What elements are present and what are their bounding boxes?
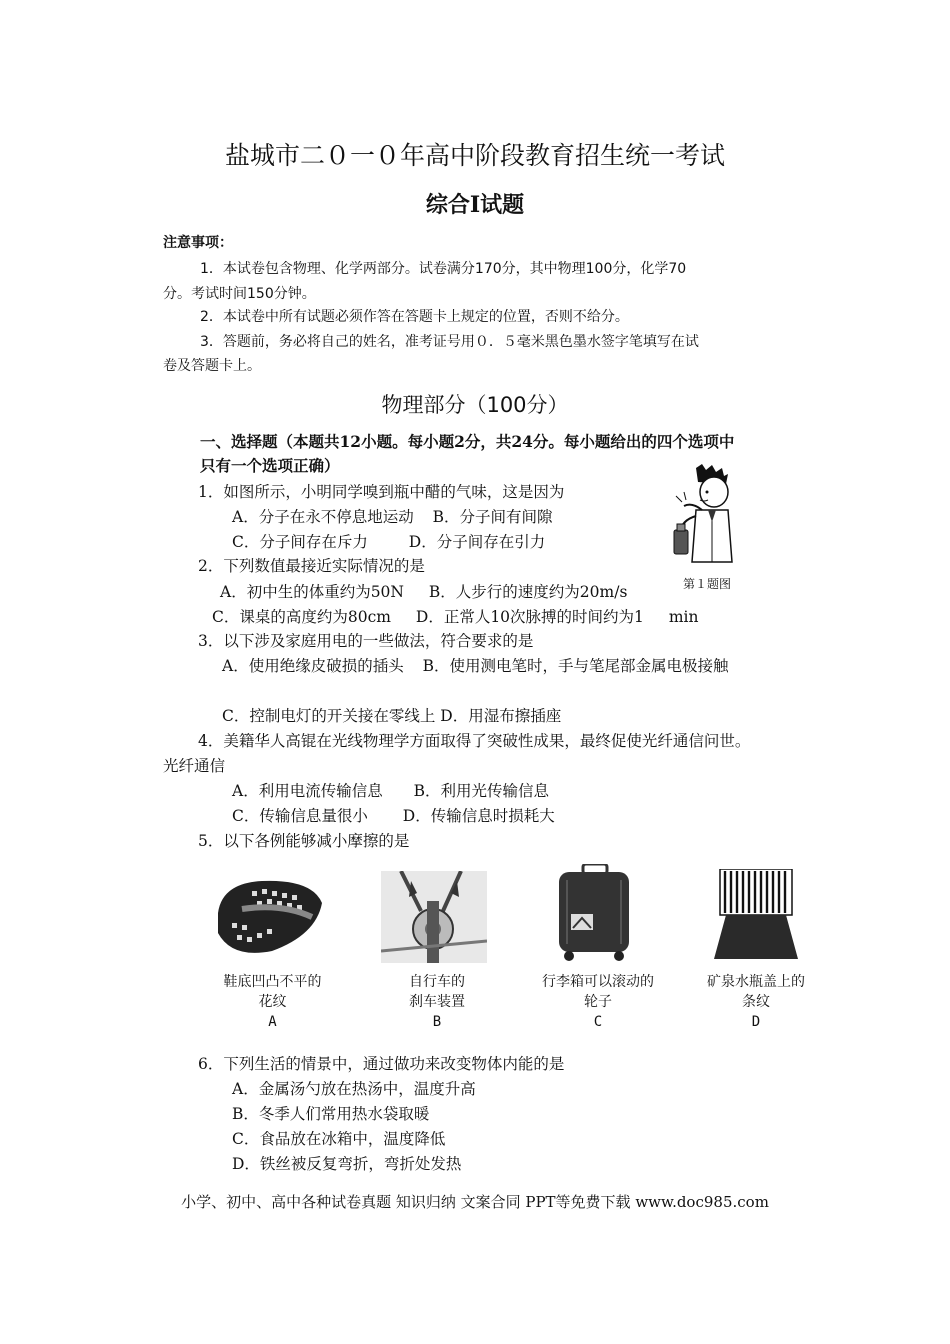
q1-options-cd: C．分子间存在斥力 D．分子间存在引力 <box>232 533 546 551</box>
q4-options-cd: C．传输信息量很小 D．传输信息时损耗大 <box>232 807 555 825</box>
q5-caption-a <box>200 972 345 1032</box>
q3-stem: 3．以下涉及家庭用电的一些做法，符合要求的是 <box>198 632 534 650</box>
q6-option-a: A．金属汤勺放在热汤中，温度升高 <box>232 1080 476 1098</box>
q5-caption-b-line1: 自行车的 <box>409 974 465 990</box>
section1-instructions-2: 只有一个选项正确） <box>200 456 340 475</box>
q3-options-ab: A．使用绝缘皮破损的插头 B．使用测电笔时，手与笔尾部金属电极接触 <box>222 657 729 675</box>
q1-figure-caption: 第１题图 <box>683 577 732 591</box>
q5-caption-d-letter: D <box>751 1014 761 1030</box>
notice-line-1b: 分。考试时间150分钟。 <box>163 286 316 302</box>
section1-instructions-1: 一、选择题（本题共12小题。每小题2分，共24分。每小题给出的四个选项中 <box>200 432 735 451</box>
rolling-suitcase-image <box>553 864 635 964</box>
q5-caption-a-line2: 花纹 <box>258 994 287 1010</box>
physics-heading: 物理部分（100分） <box>381 393 569 417</box>
bottle-cap-image <box>712 869 800 959</box>
q4-stem: 4．美籍华人高锟在光线物理学方面取得了突破性成果，最终促使光纤通信问世。 <box>198 732 751 750</box>
notice-heading: 注意事项： <box>163 235 233 251</box>
q5-caption-c-line2: 轮子 <box>584 994 612 1010</box>
q4-options-ab: A．利用电流传输信息 B．利用光传输信息 <box>232 782 550 800</box>
q5-stem: 5．以下各例能够减小摩擦的是 <box>198 832 410 850</box>
bicycle-brake-image <box>381 871 487 963</box>
q2-options-cd: C．课桌的高度约为80cm D．正常人10次脉搏的时间约为1 min <box>212 608 699 626</box>
q5-caption-d <box>690 972 822 1032</box>
q5-caption-b-line2: 刹车装置 <box>409 994 465 1010</box>
q5-caption-a-letter: A <box>268 1014 277 1030</box>
q6-option-c: C．食品放在冰箱中，温度降低 <box>232 1130 446 1148</box>
q3-options-cd: C．控制电灯的开关接在零线上 D．用湿布擦插座 <box>222 707 562 725</box>
exam-subtitle: 综合Ⅰ试题 <box>425 192 525 218</box>
q5-caption-c <box>522 972 674 1032</box>
q6-option-d: D．铁丝被反复弯折，弯折处发热 <box>232 1155 462 1173</box>
notice-line-2: 2．本试卷中所有试题必须作答在答题卡上规定的位置，否则不给分。 <box>200 309 629 325</box>
q5-caption-a-line1: 鞋底凹凸不平的 <box>223 974 322 990</box>
q6-stem: 6．下列生活的情景中，通过做功来改变物体内能的是 <box>198 1055 565 1073</box>
q1-stem: 1．如图所示，小明同学嗅到瓶中醋的气味，这是因为 <box>198 483 565 501</box>
exam-title: 盐城市二０一０年高中阶段教育招生统一考试 <box>224 141 725 170</box>
q1-options-ab: A．分子在永不停息地运动 B．分子间有间隙 <box>232 508 553 526</box>
q2-stem: 2．下列数值最接近实际情况的是 <box>198 557 425 575</box>
q2-options-ab: A．初中生的体重约为50N B．人步行的速度约为20m/s <box>220 583 628 601</box>
footer-text: 小学、初中、高中各种试卷真题 知识归纳 文案合同 PPT等免费下载 www.doc985.com <box>181 1193 769 1211</box>
notice-line-1a: 1．本试卷包含物理、化学两部分。试卷满分170分，其中物理100分，化学70 <box>200 261 687 277</box>
notice-line-3b: 卷及答题卡上。 <box>163 358 261 374</box>
q5-caption-d-line1: 矿泉水瓶盖上的 <box>707 974 805 990</box>
q5-caption-b <box>372 972 502 1032</box>
q5-caption-d-line2: 条纹 <box>742 994 770 1010</box>
q6-option-b: B．冬季人们常用热水袋取暖 <box>232 1105 430 1123</box>
q5-caption-c-letter: C <box>593 1014 603 1030</box>
vinegar-sniff-figure <box>662 462 748 570</box>
q5-caption-c-line1: 行李箱可以滚动的 <box>542 974 654 990</box>
sandal-sole-image <box>212 873 328 961</box>
notice-line-3a: 3．答题前，务必将自己的姓名，准考证号用０．５毫米黑色墨水签字笔填写在试 <box>200 334 699 350</box>
q5-caption-b-letter: B <box>432 1014 442 1030</box>
q4-stem-2: 光纤通信 <box>163 757 226 775</box>
